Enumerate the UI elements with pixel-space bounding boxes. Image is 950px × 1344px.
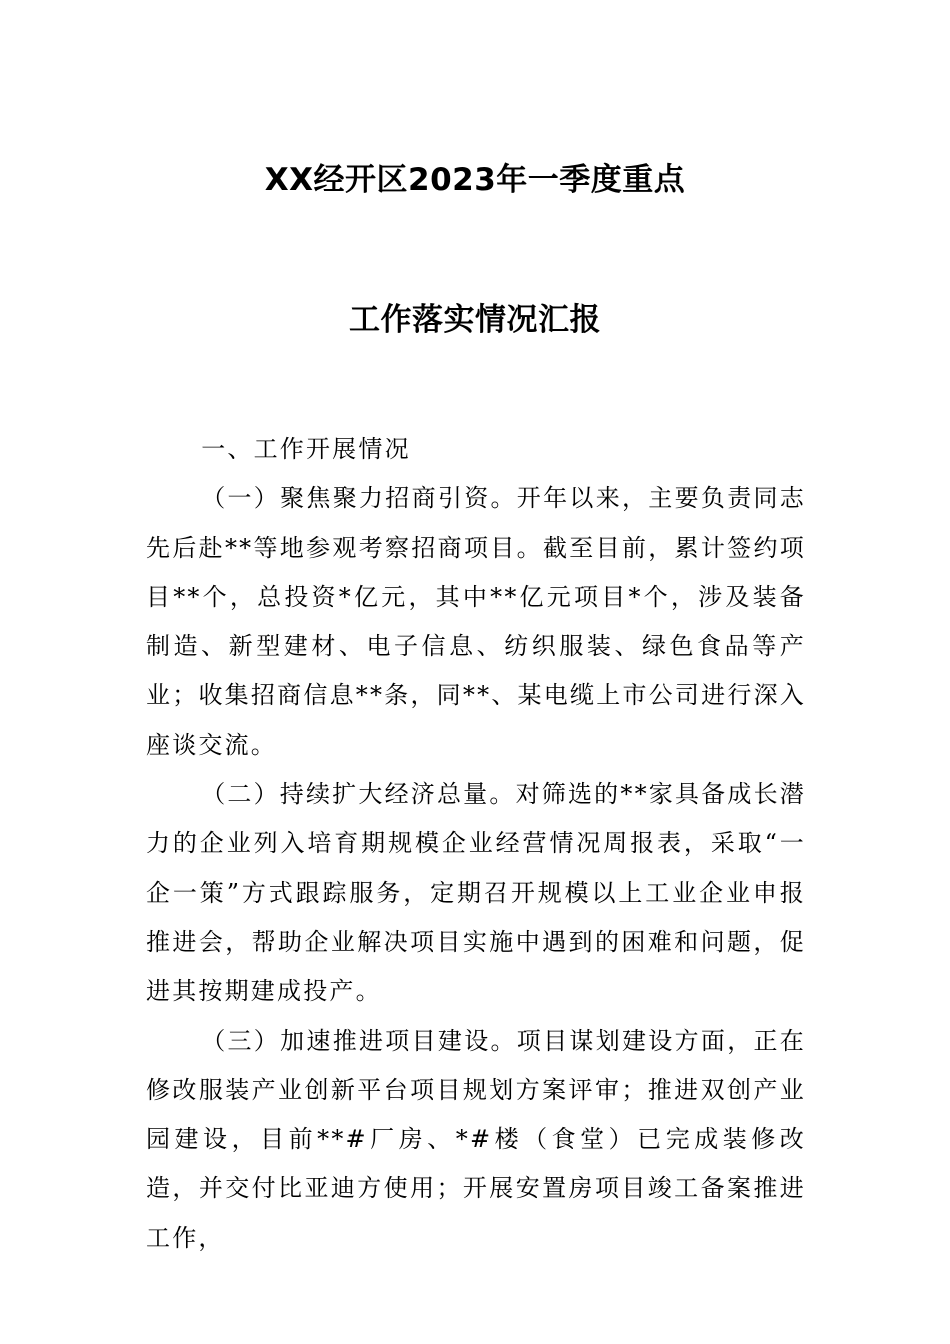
paragraph-3: （三）加速推进项目建设。项目谋划建设方面，正在修改服装产业创新平台项目规划方案评审；推进双创产业园建设，目前**#厂房、*#楼（食堂）已完成装修改造，并交付比亚迪方使用；开展安置房项目竣工备案推进工作，: [146, 1026, 806, 1252]
paragraph-2: （二）持续扩大经济总量。对筛选的**家具备成长潜力的企业列入培育期规模企业经营情况周报表，采取“一企一策”方式跟踪服务，定期召开规模以上工业企业申报推进会，帮助企业解决项目实施中遇到的困难和问题，促进其按期建成投产。: [146, 780, 806, 1006]
document-body: [146, 425, 806, 1263]
document-title-line-2: 工作落实情况汇报: [349, 302, 601, 338]
document-title-line-1: XX经开区2023年一季度重点: [264, 162, 686, 198]
section-heading: 一、工作开展情况: [201, 435, 411, 463]
paragraph-1: （一）聚焦聚力招商引资。开年以来，主要负责同志先后赴**等地参观考察招商项目。截至目前，累计签约项目**个，总投资*亿元，其中**亿元项目*个，涉及装备制造、新型建材、电子信息、纺织服装、绿色食品等产业；收集招商信息**条，同**、某电缆上市公司进行深入座谈交流。: [146, 484, 806, 759]
